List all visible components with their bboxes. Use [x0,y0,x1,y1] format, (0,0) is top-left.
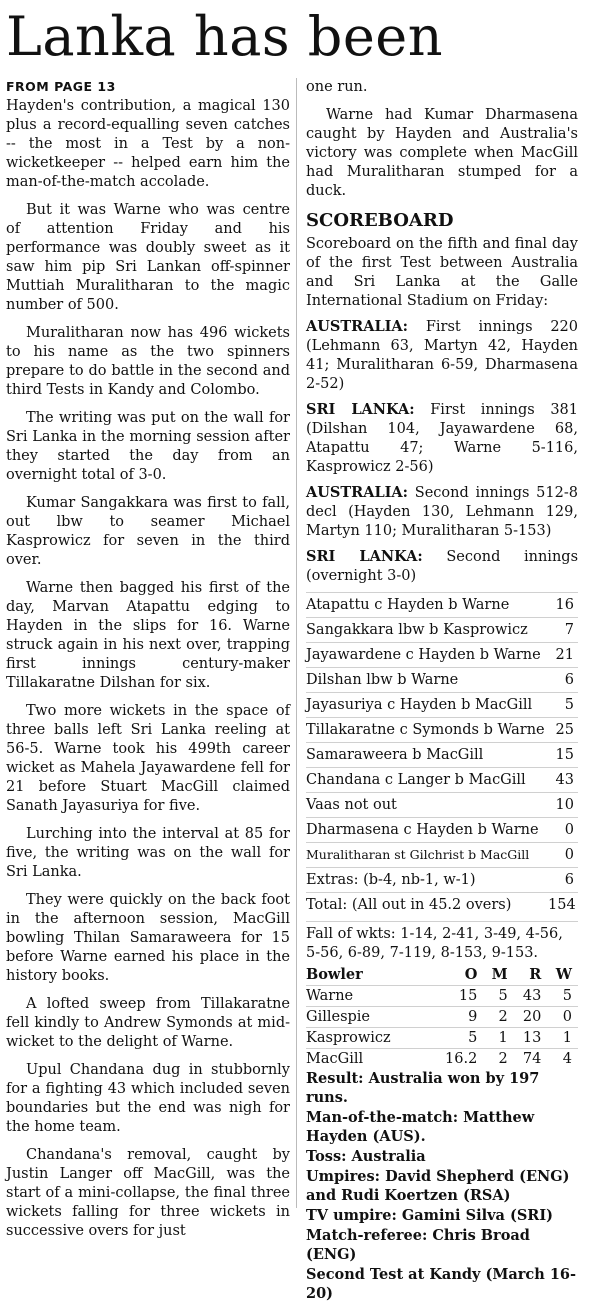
batsman-runs: 25 [555,722,574,738]
batting-card [306,592,578,917]
article-paragraph: Two more wickets in the space of three balls left Sri Lanka reeling at 56-5. Warne took his 499th career wicket as Mahela Jayawardene fell for 21 before Stuart MacGill claimed Sanath Jayasuriya for five. [6,703,290,814]
bowler-maidens: 5 [483,986,513,1007]
innings-summary [306,400,578,477]
batsman-dismissal: Chandana c Langer b MacGill [306,772,526,788]
bowling-table [306,965,578,1069]
bowler-name: Gillespie [306,1007,431,1028]
innings-team: SRI LANKA: [306,401,415,418]
headline: Lanka has been [6,5,444,68]
innings-detail: Second innings (overnight 3-0) [306,549,579,584]
man-of-the-match: Man-of-the-match: Matthew Hayden (AUS). [306,1109,535,1145]
article-right-column [306,78,578,1304]
article-paragraph: Hayden's contribution, a magical 130 plus a record-equalling seven catches -- the most in a Test by a non-wicketkeeper -- helped earn him the man-of-the-match accolade. [6,98,290,190]
bowling-header: M [491,966,508,983]
batsman-runs: 10 [555,797,574,813]
extras-label: Extras: (b-4, nb-1, w-1) [306,872,476,888]
bowler-maidens: 2 [483,1049,513,1070]
bowler-overs: 5 [431,1028,484,1049]
batsman-dismissal: Dilshan lbw b Warne [306,672,459,688]
innings-team: AUSTRALIA: [306,484,409,501]
article-paragraph: Chandana's removal, caught by Justin Langer off MacGill, was the start of a mini-collapse, the final three wickets falling for three wickets in successive overs for just [6,1147,290,1239]
batting-row [306,792,578,817]
batting-row [306,692,578,717]
batting-row [306,817,578,842]
next-test: Second Test at Kandy (March 16-20) [306,1266,577,1302]
extras-value: 6 [564,872,574,888]
batsman-dismissal: Samaraweera b MacGill [306,747,484,763]
bowling-header-row [306,965,578,986]
article-paragraph: The writing was put on the wall for Sri Lanka in the morning session after they started the day from an overnight total of 3-0. [6,410,290,483]
batsman-runs: 16 [555,597,574,613]
innings-team: SRI LANKA: [306,548,423,565]
toss-result: Toss: Australia [306,1148,426,1165]
bowling-header: O [464,966,478,983]
batting-row [306,642,578,667]
bowler-name: Warne [306,986,431,1007]
innings-team: AUSTRALIA: [306,318,409,335]
batsman-dismissal: Muralitharan st Gilchrist b MacGill [306,847,530,862]
bowler-name: MacGill [306,1049,431,1070]
tv-umpire: TV umpire: Gamini Silva (SRI) [306,1207,553,1224]
article-left-column [6,78,290,1250]
total-label: Total: (All out in 45.2 overs) [306,897,512,913]
batsman-dismissal: Jayasuriya c Hayden b MacGill [306,697,533,713]
innings-summary [306,317,578,394]
bowling-row [306,1007,578,1028]
article-paragraph: But it was Warne who was centre of attention Friday and his performance was doubly sweet as it saw him pip Sri Lankan off-spinner Muttiah Muralitharan to the magic number of 500. [6,202,290,313]
batting-row [306,767,578,792]
innings-detail: First innings 220 (Lehmann 63, Martyn 42, Hayden 41; Muralitharan 6-59, Dharmasena 2-52) [306,319,578,392]
article-paragraph: Kumar Sangakkara was first to fall, out lbw to seamer Michael Kasprowicz for seven in the third over. [6,495,290,568]
article-paragraph: They were quickly on the back foot in the afternoon session, MacGill bowling Thilan Samaraweera for 15 before Warne earned his place in the history books. [6,892,290,984]
article-paragraph: A lofted sweep from Tillakaratne fell kindly to Andrew Symonds at mid-wicket to the delight of Warne. [6,996,290,1050]
batting-row [306,742,578,767]
bowler-runs: 74 [514,1049,548,1070]
batting-row [306,842,578,867]
bowling-header: W [555,966,572,983]
innings-summary [306,483,578,541]
innings-summary [306,547,578,586]
bowling-row [306,986,578,1007]
batsman-runs: 0 [564,847,574,863]
umpires: Umpires: David Shepherd (ENG) and Rudi Koertzen (RSA) [306,1168,570,1204]
bowler-runs: 20 [514,1007,548,1028]
article-paragraph: Warne had Kumar Dharmasena caught by Hayden and Australia's victory was complete when MacGill had Muralitharan stumped for a duck. [306,107,578,199]
bowler-runs: 43 [514,986,548,1007]
batting-row [306,617,578,642]
batsman-runs: 0 [564,822,574,838]
batsman-dismissal: Vaas not out [306,797,397,813]
scoreboard-intro: Scoreboard on the fifth and final day of the first Test between Australia and Sri Lanka at the Galle International Stadium on Friday: [306,236,578,309]
batting-row [306,667,578,692]
bowler-wickets: 1 [547,1028,578,1049]
bowling-header: Bowler [306,966,363,983]
article-paragraph: Lurching into the interval at 85 for five, the writing was on the wall for Sri Lanka. [6,826,290,880]
bowling-header: R [529,966,542,983]
total-value: 154 [548,897,576,913]
bowler-wickets: 0 [547,1007,578,1028]
bowler-maidens: 2 [483,1007,513,1028]
bowler-wickets: 5 [547,986,578,1007]
extras-row [306,867,578,892]
match-referee: Match-referee: Chris Broad (ENG) [306,1227,530,1263]
match-result: Result: Australia won by 197 runs. [306,1070,540,1106]
batsman-dismissal: Sangakkara lbw b Kasprowicz [306,622,528,638]
innings-detail: Second innings 512-8 decl (Hayden 130, Lehmann 129, Martyn 110; Muralitharan 5-153) [306,485,578,539]
article-paragraph: Upul Chandana dug in stubbornly for a fighting 43 which included seven boundaries but the end was nigh for the home team. [6,1062,290,1135]
bowling-row [306,1049,578,1070]
batsman-runs: 43 [555,772,574,788]
article-paragraph: Muralitharan now has 496 wickets to his name as the two spinners prepare to do battle in the second and third Tests in Kandy and Colombo. [6,325,290,398]
bowler-overs: 16.2 [431,1049,484,1070]
batsman-dismissal: Atapattu c Hayden b Warne [306,597,510,613]
batsman-runs: 7 [564,622,574,638]
scoreboard-title: SCOREBOARD [306,210,454,231]
batting-row [306,592,578,617]
article-paragraph: Warne then bagged his first of the day, Marvan Atapattu edging to Hayden in the slips for 16. Warne struck again in his next over, trapping first innings century-maker Tillakaratne Dilshan for six. [6,580,290,691]
bowler-overs: 9 [431,1007,484,1028]
column-divider [296,78,297,1208]
bowler-wickets: 4 [547,1049,578,1070]
batsman-runs: 21 [555,647,574,663]
continued-from-kicker: FROM PAGE 13 [6,79,116,94]
article-paragraph: one run. [306,79,368,95]
total-row [306,892,578,917]
bowler-overs: 15 [431,986,484,1007]
batsman-dismissal: Dharmasena c Hayden b Warne [306,822,539,838]
bowler-maidens: 1 [483,1028,513,1049]
bowling-row [306,1028,578,1049]
bowler-runs: 13 [514,1028,548,1049]
batsman-dismissal: Jayawardene c Hayden b Warne [306,647,541,663]
bowler-name: Kasprowicz [306,1028,431,1049]
batsman-runs: 5 [564,697,574,713]
innings-detail: First innings 381 (Dilshan 104, Jayawardene 68, Atapattu 47; Warne 5-116, Kasprowicz 2-56) [306,402,579,475]
fall-of-wickets: Fall of wkts: 1-14, 2-41, 3-49, 4-56, 5-56, 6-89, 7-119, 8-153, 9-153. [306,921,578,963]
batsman-runs: 15 [555,747,574,763]
batsman-runs: 6 [564,672,574,688]
batsman-dismissal: Tillakaratne c Symonds b Warne [306,722,545,738]
batting-row [306,717,578,742]
